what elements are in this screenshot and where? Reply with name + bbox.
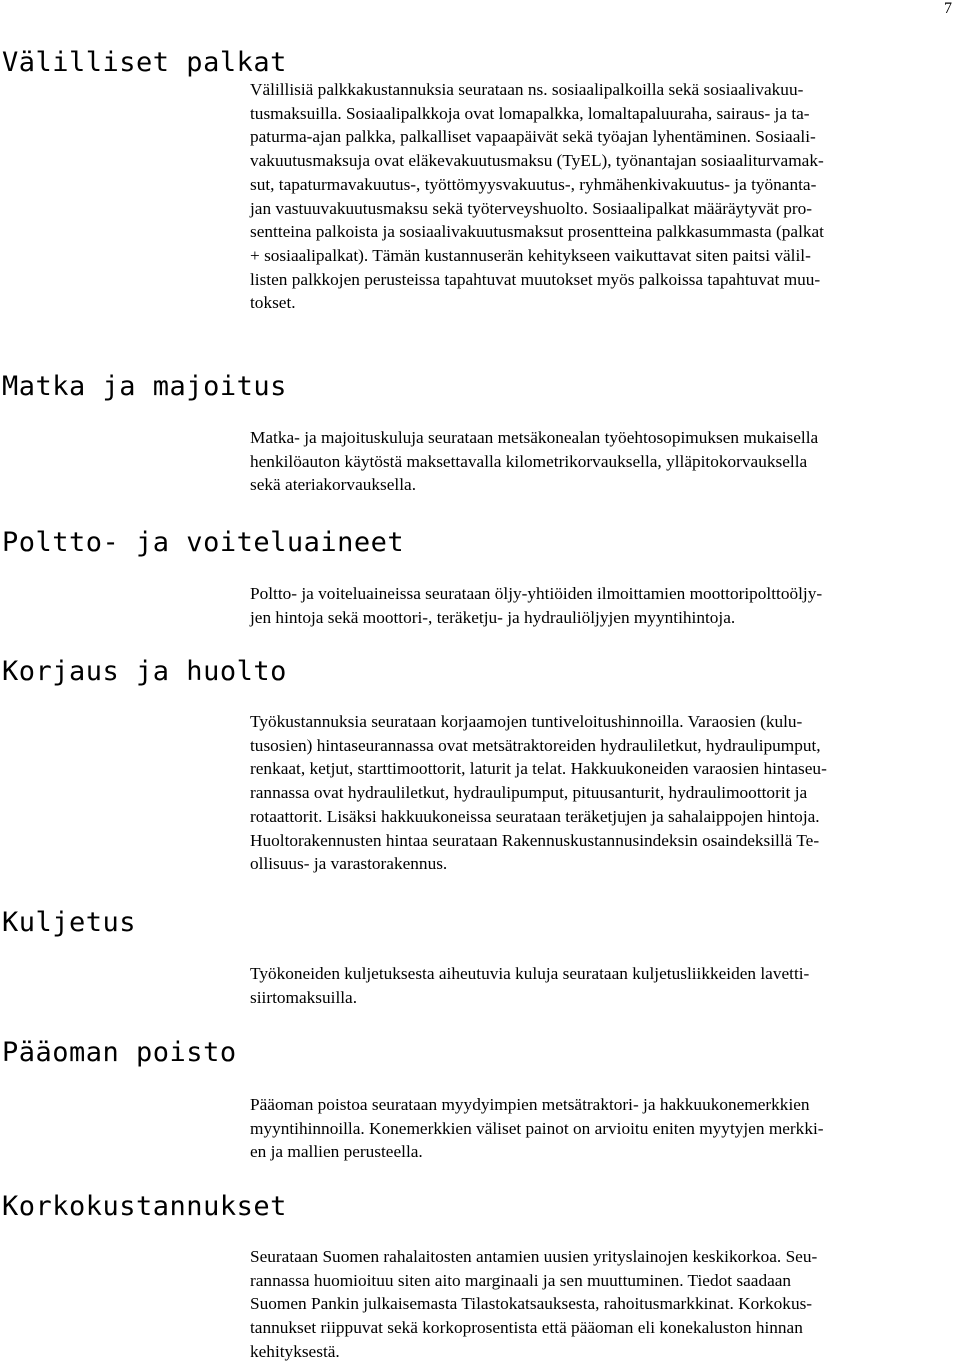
text-line: jan vastuuvakuutusmaksu sekä työterveyshuolto. Sosiaalipalkat määräytyvät pro- — [250, 198, 812, 218]
text-line: Suomen Pankin julkaisemasta Tilastokatsauksesta, rahoitusmarkkinat. Korkokus- — [250, 1294, 813, 1314]
text-line: sentteina palkoista ja sosiaalivakuutusmaksut prosentteina palkkasummasta (palkat — [250, 222, 824, 242]
text-line: rotaattorit. Lisäksi hakkuukoneissa seurataan teräketjujen ja sahalaippojen hintoja. — [250, 806, 820, 826]
heading-matka-ja-majoitus: Matka ja majoitus — [2, 371, 287, 402]
paragraph-poltto-ja-voiteluaineet — [250, 582, 958, 629]
text-line: Työkoneiden kuljetuksesta aiheutuvia kuluja seurataan kuljetusliikkeiden lavetti- — [250, 964, 810, 983]
heading-kuljetus: Kuljetus — [2, 907, 137, 938]
heading-korjaus-ja-huolto: Korjaus ja huolto — [2, 656, 287, 687]
text-line: listen palkkojen perusteissa tapahtuvat muutokset myös palkoissa tapahtuvat muu- — [250, 269, 821, 289]
text-line: sekä ateriakorvauksella. — [250, 475, 417, 495]
heading-paaoman-poisto: Pääoman poisto — [2, 1037, 237, 1068]
heading-valilliset-palkat: Välilliset palkat — [2, 47, 287, 78]
text-line: Poltto- ja voiteluaineissa seurataan öljy-yhtiöiden ilmoittamien moottoripolttoöljy- — [250, 584, 823, 603]
text-line: Välillisiä palkkakustannuksia seurataan ns. sosiaalipalkoilla sekä sosiaalivakuu- — [250, 80, 804, 99]
text-line: + sosiaalipalkat). Tämän kustannuserän kehitykseen vaikuttavat siten paitsi välil- — [250, 245, 811, 265]
heading-poltto-ja-voiteluaineet: Poltto- ja voiteluaineet — [2, 527, 405, 558]
text-line: en ja mallien perusteella. — [250, 1142, 423, 1162]
text-line: tokset. — [250, 293, 296, 313]
text-line: myyntihinnoilla. Konemerkkien väliset painot on arvioitu eniten myytyjen merkki- — [250, 1118, 824, 1138]
paragraph-kuljetus — [250, 962, 958, 1009]
text-line: ollisuus- ja varastorakennus. — [250, 854, 448, 874]
text-line: rannassa huomioituu siten aito marginaali ja sen muuttuminen. Tiedot saadaan — [250, 1270, 792, 1290]
paragraph-korkokustannukset — [250, 1245, 958, 1364]
text-line: rannassa ovat hydrauliletkut, hydraulipumput, pituusanturit, hydraulimoottorit ja — [250, 783, 808, 803]
text-line: Pääoman poistoa seurataan myydyimpien metsätraktori- ja hakkuukonemerkkien — [250, 1095, 810, 1114]
paragraph-paaoman-poisto — [250, 1093, 958, 1164]
page-number: 7 — [944, 0, 952, 17]
heading-korkokustannukset: Korkokustannukset — [2, 1191, 287, 1222]
text-line: tusmaksuilla. Sosiaalipalkkoja ovat lomapalkka, lomaltapaluuraha, sairaus- ja ta- — [250, 103, 810, 123]
text-line: siirtomaksuilla. — [250, 987, 358, 1007]
text-line: henkilöauton käytöstä maksettavalla kilometrikorvauksella, ylläpitokorvauksella — [250, 451, 808, 471]
text-line: tusosien) hintaseurannassa ovat metsätraktoreiden hydrauliletkut, hydraulipumput, — [250, 735, 821, 755]
text-line: tannukset riippuvat sekä korkoprosentista että pääoman eli konekaluston hinnan — [250, 1318, 803, 1338]
text-line: Huoltorakennusten hintaa seurataan Rakennuskustannusindeksin osaindeksillä Te- — [250, 830, 820, 850]
text-line: renkaat, ketjut, starttimoottorit, laturit ja telat. Hakkuukoneiden varaosien hintaseu- — [250, 759, 827, 779]
text-line: Työkustannuksia seurataan korjaamojen tuntiveloitushinnoilla. Varaosien (kulu- — [250, 712, 803, 731]
text-line: paturma-ajan palkka, palkalliset vapaapäivät sekä työajan lyhentäminen. Sosiaali- — [250, 127, 816, 147]
text-line: Matka- ja majoituskuluja seurataan metsäkonealan työehtosopimuksen mukaisella — [250, 428, 819, 447]
paragraph-korjaus-ja-huolto — [250, 710, 958, 876]
paragraph-matka-ja-majoitus — [250, 426, 958, 497]
text-line: sut, tapaturmavakuutus-, työttömyysvakuutus-, ryhmähenkivakuutus- ja työnanta- — [250, 174, 817, 194]
text-line: jen hintoja sekä moottori-, teräketju- ja hydrauliöljyjen myyntihintoja. — [250, 607, 736, 627]
text-line: vakuutusmaksuja ovat eläkevakuutusmaksu (TyEL), työnantajan sosiaaliturvamak- — [250, 151, 824, 171]
paragraph-valilliset-palkat — [250, 78, 958, 315]
text-line: Seurataan Suomen rahalaitosten antamien uusien yrityslainojen keskikorkoa. Seu- — [250, 1247, 818, 1266]
text-line: kehityksestä. — [250, 1341, 340, 1361]
